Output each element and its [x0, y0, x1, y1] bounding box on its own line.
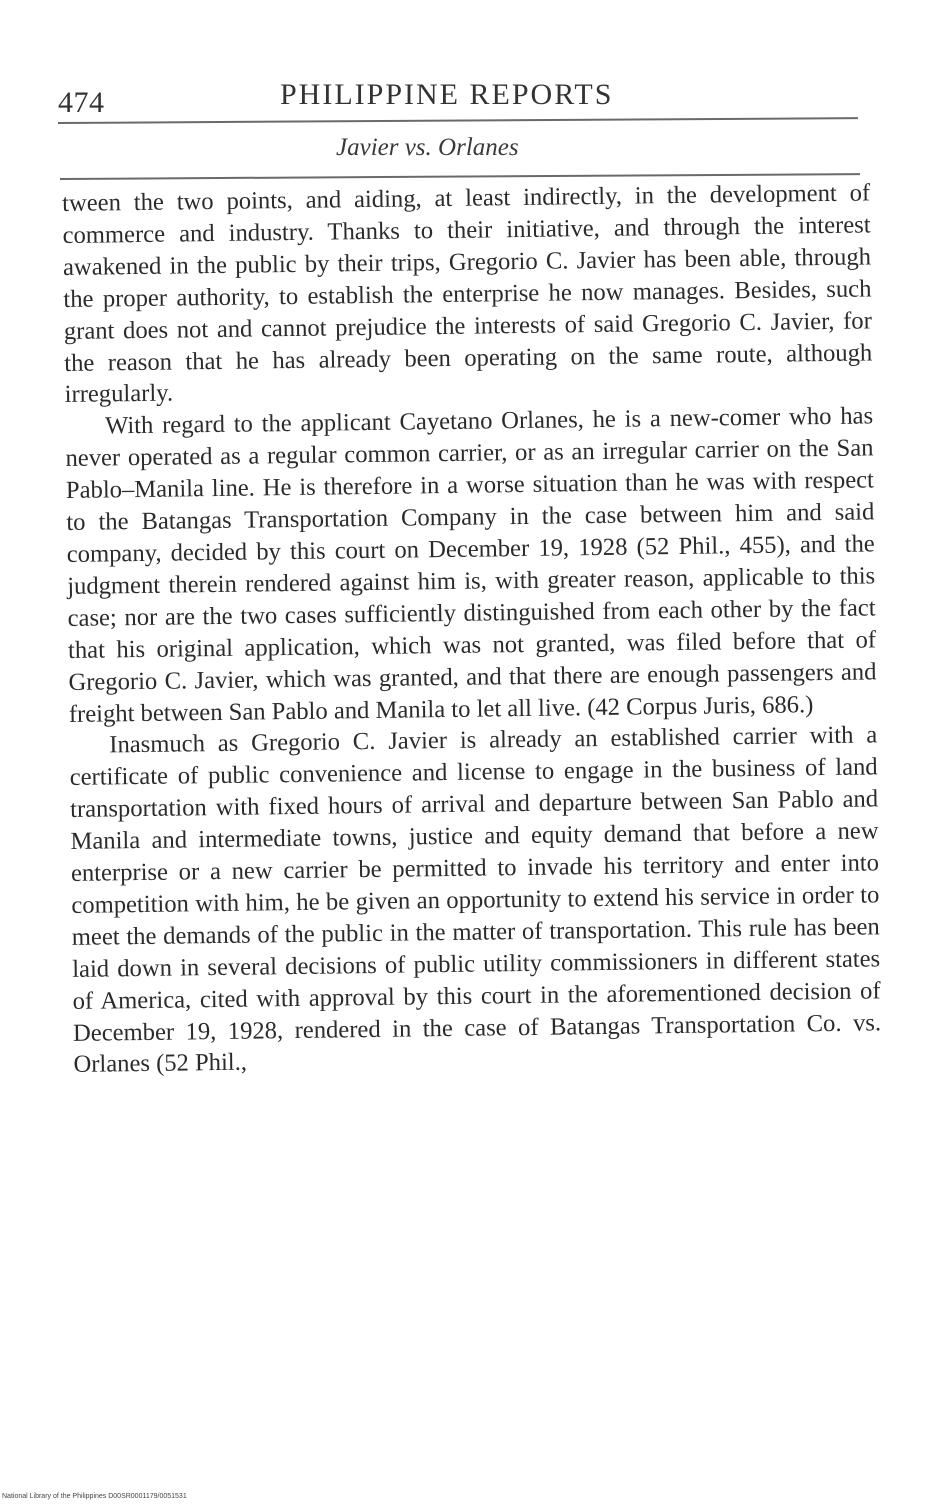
paragraph-1: tween the two points, and aiding, at least indirectly, in the development of commerce and industry. Thanks to their initiative, and through the interest awakened in the public by their trips, Gregorio C. Javier has been able, through the proper authority, to establish the enterprise he now manages. Besides, such grant does not and cannot prejudice the interests of said Gregorio C. Javier, for the reason that he has already been operating on the same route, although irregularly.: [62, 179, 873, 409]
paragraph-2: With regard to the applicant Cayetano Orlanes, he is a new-comer who has never operated as a regular common carrier, or as an irregular carrier on the San Pablo–Manila line. He is therefore in a worse situation than he was with respect to the Batangas Transportation Company in the case between him and said company, decided by this court on December 19, 1928 (52 Phil., 455), and the judgment therein rendered against him is, with greater reason, applicable to this case; nor are the two cases sufficiently distinguished from each other by the fact that his original application, which was not granted, was filed before that of Gregorio C. Javier, which was granted, and that there are enough passengers and freight between San Pablo and Manila to let all live. (42 Corpus Juris, 686.): [65, 402, 877, 728]
header-rule-top: [58, 117, 858, 124]
running-title: PHILIPPINE REPORTS: [280, 78, 614, 111]
scan-footer-note: National Library of the Philippines D00SR0001179/0051531: [2, 1493, 187, 1500]
paragraph-3: Inasmuch as Gregorio C. Javier is already an established carrier with a certificate of public convenience and license to engage in the business of land transportation with fixed hours of arrival and departure between San Pablo and Manila and intermediate towns, justice and equity demand that before a new enterprise or a new carrier be permitted to invade his territory and enter into competition with him, he be given an opportunity to extend his service in order to meet the demands of the public in the matter of transportation. This rule has been laid down in several decisions of public utility commissioners in different states of America, cited with approval by this court in the aforementioned decision of December 19, 1928, rendered in the case of Batangas Transportation Co. vs. Orlanes (52 Phil.,: [69, 721, 882, 1079]
case-title: Javier vs. Orlanes: [336, 134, 519, 161]
page-number: 474: [58, 86, 105, 119]
body-text: [62, 177, 882, 1081]
